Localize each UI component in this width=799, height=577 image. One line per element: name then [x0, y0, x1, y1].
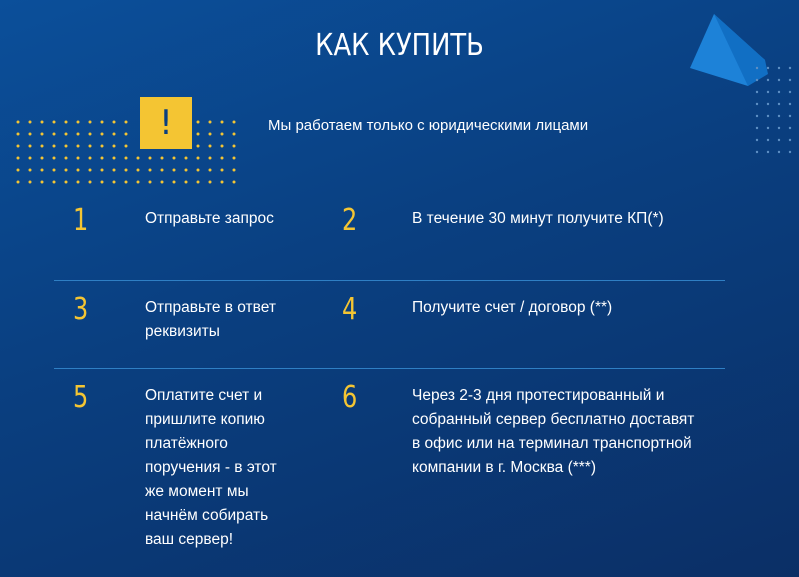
dot-pattern-left	[14, 118, 244, 188]
step-text-1: Отправьте запрос	[145, 210, 274, 227]
row-divider-1	[54, 280, 725, 281]
step-text-2: В течение 30 минут получите КП(*)	[412, 210, 664, 227]
step-number-2: 2	[342, 203, 358, 238]
step-text-4: Получите счет / договор (**)	[412, 299, 613, 316]
row-divider-2	[54, 368, 725, 369]
page-title: КАК КУПИТЬ	[315, 28, 484, 63]
step-number-6: 6	[342, 380, 358, 415]
step-number-3: 3	[73, 292, 89, 327]
exclamation-icon: !	[140, 97, 192, 149]
notice-text: Мы работаем только с юридическими лицами	[268, 117, 589, 134]
step-number-4: 4	[342, 292, 358, 327]
step-text-3: Отправьте в ответ реквизиты	[145, 299, 276, 340]
step-number-5: 5	[73, 380, 89, 415]
dot-pattern-right	[753, 64, 799, 164]
step-text-6: Через 2-3 дня протестированный и собранный сервер бесплатно доставят в офис или на терминал транспортной компании в г. Москва (***)	[412, 387, 695, 476]
step-number-1: 1	[73, 203, 89, 238]
step-text-5: Оплатите счет и пришлите копию платёжного поручения - в этот же момент мы начнём собирать ваш сервер!	[145, 387, 277, 548]
